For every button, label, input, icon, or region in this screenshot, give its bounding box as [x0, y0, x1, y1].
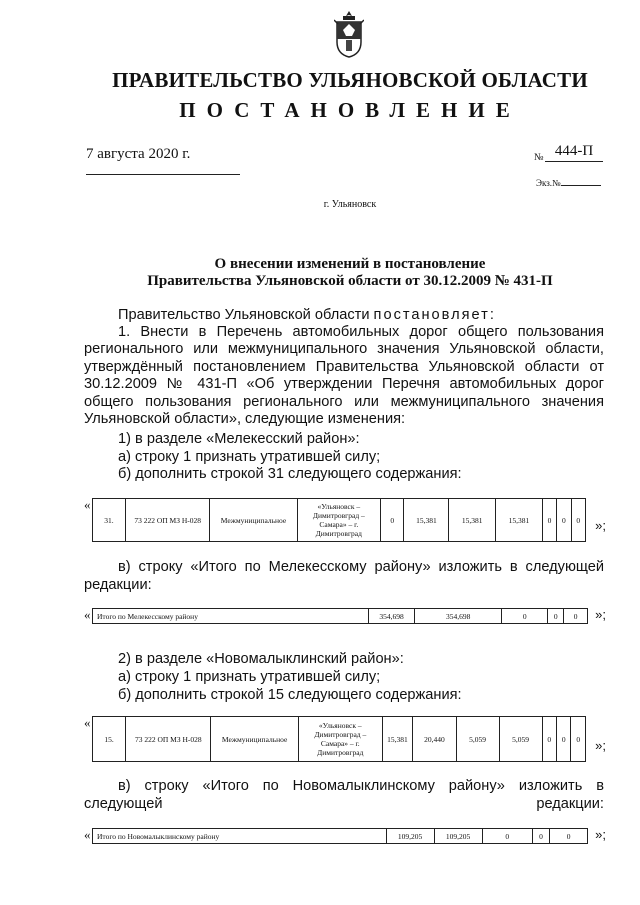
cell-value: 0 [571, 717, 586, 762]
document-title [0, 256, 640, 290]
title-line-2: Правительства Ульяновской области от 30.12.2009 № 431-П [147, 273, 553, 289]
cell-value: 20,440 [413, 717, 456, 762]
cell-value: 5,059 [499, 717, 542, 762]
total-label: Итого по Новомалыклинскому району [93, 829, 387, 844]
cell-value: 15,381 [382, 717, 413, 762]
section-2-v: в) строку «Итого по Новомалыклинскому району» изложить в следующей редакции: [84, 778, 604, 812]
cell-value: 354,698 [369, 609, 415, 624]
total-label: Итого по Мелекесскому району [93, 609, 369, 624]
date-underline [86, 174, 240, 175]
city: г. Ульяновск [323, 199, 377, 210]
table-novomalyklinsky-total-block [84, 826, 606, 848]
copy-label: Экз.№ [536, 178, 561, 188]
quote-open: « [84, 827, 91, 842]
section-1-heading: 1) в разделе «Мелекесский район»: [118, 431, 360, 447]
cell-value: 109,205 [386, 829, 434, 844]
road-code: 73 222 ОП МЗ Н-028 [125, 499, 209, 542]
section-2-heading: 2) в разделе «Новомалыклинский район»: [118, 651, 404, 667]
document-date: 7 августа 2020 г. [86, 146, 191, 162]
row-number: 15. [93, 717, 126, 762]
item-1-paragraph: 1. Внести в Перечень автомобильных дорог общего пользования регионального или межмуниципального значения Ульяновской области, утверждённый постановлением Правительства Ульяновской области от 30.12.2009 № 431-П «Об утверждении Перечня автомобильных дорог общего пользования регионального или межмуниципального значения Ульяновской области», следующие изменения: [84, 324, 604, 428]
copy-number-line [561, 185, 601, 186]
quote-open: « [84, 607, 91, 622]
cell-value: 0 [542, 717, 556, 762]
number-label: № [534, 152, 544, 163]
coat-of-arms-icon [334, 10, 364, 58]
row-number: 31. [93, 499, 126, 542]
document-number: 444-П [545, 143, 603, 162]
cell-value: 0 [550, 829, 588, 844]
cell-value: 0 [571, 499, 585, 542]
section-2-b: б) дополнить строкой 15 следующего содержания: [118, 687, 462, 703]
road-code: 73 222 ОП МЗ Н-028 [126, 717, 211, 762]
road-name: «Ульяновск – Димитровград – Самара» – г. Димитровград [298, 717, 382, 762]
cell-value: 0 [548, 609, 564, 624]
quote-close: »; [595, 607, 606, 622]
document-type: ПОСТАНОВЛЕНИЕ [179, 98, 521, 122]
road-significance: Межмуниципальное [210, 499, 297, 542]
cell-value: 15,381 [449, 499, 496, 542]
quote-close: »; [595, 827, 606, 842]
cell-value: 0 [564, 609, 588, 624]
cell-value: 5,059 [456, 717, 499, 762]
road-significance: Межмуниципальное [211, 717, 298, 762]
section-2-a: а) строку 1 признать утратившей силу; [118, 669, 381, 685]
section-1-b: б) дополнить строкой 31 следующего содержания: [118, 466, 462, 482]
cell-value: 0 [557, 499, 571, 542]
cell-value: 15,381 [404, 499, 449, 542]
table-melekess-total-block [84, 606, 606, 628]
road-table-row [92, 716, 586, 762]
table-row-31-block [84, 494, 606, 544]
quote-close: »; [595, 738, 606, 753]
cell-value: 0 [532, 829, 549, 844]
intro-spaced: постановляет: [373, 307, 496, 323]
intro-paragraph [84, 306, 604, 324]
cell-value: 15,381 [496, 499, 543, 542]
table-row-15-block [84, 712, 606, 764]
copy-number [536, 178, 601, 188]
cell-value: 0 [502, 609, 548, 624]
quote-open: « [84, 497, 91, 512]
intro-prefix: Правительство Ульяновской области [118, 307, 370, 323]
quote-open: « [84, 715, 91, 730]
road-table-row [92, 498, 586, 542]
road-name: «Ульяновск – Димитровград – Самара» – г. Димитровград [297, 499, 380, 542]
total-table-row [92, 828, 588, 844]
cell-value: 109,205 [434, 829, 482, 844]
total-table-row [92, 608, 588, 624]
title-line-1: О внесении изменений в постановление [214, 256, 486, 272]
cell-value: 0 [542, 499, 556, 542]
organization-name: ПРАВИТЕЛЬСТВО УЛЬЯНОВСКОЙ ОБЛАСТИ [112, 68, 588, 92]
cell-value: 0 [381, 499, 404, 542]
cell-value: 0 [482, 829, 532, 844]
cell-value: 354,698 [414, 609, 502, 624]
section-1-a: а) строку 1 признать утратившей силу; [118, 449, 381, 465]
cell-value: 0 [557, 717, 571, 762]
quote-close: »; [595, 518, 606, 533]
section-1-v: в) строку «Итого по Мелекесскому району» изложить в следующей редакции: [84, 559, 604, 593]
